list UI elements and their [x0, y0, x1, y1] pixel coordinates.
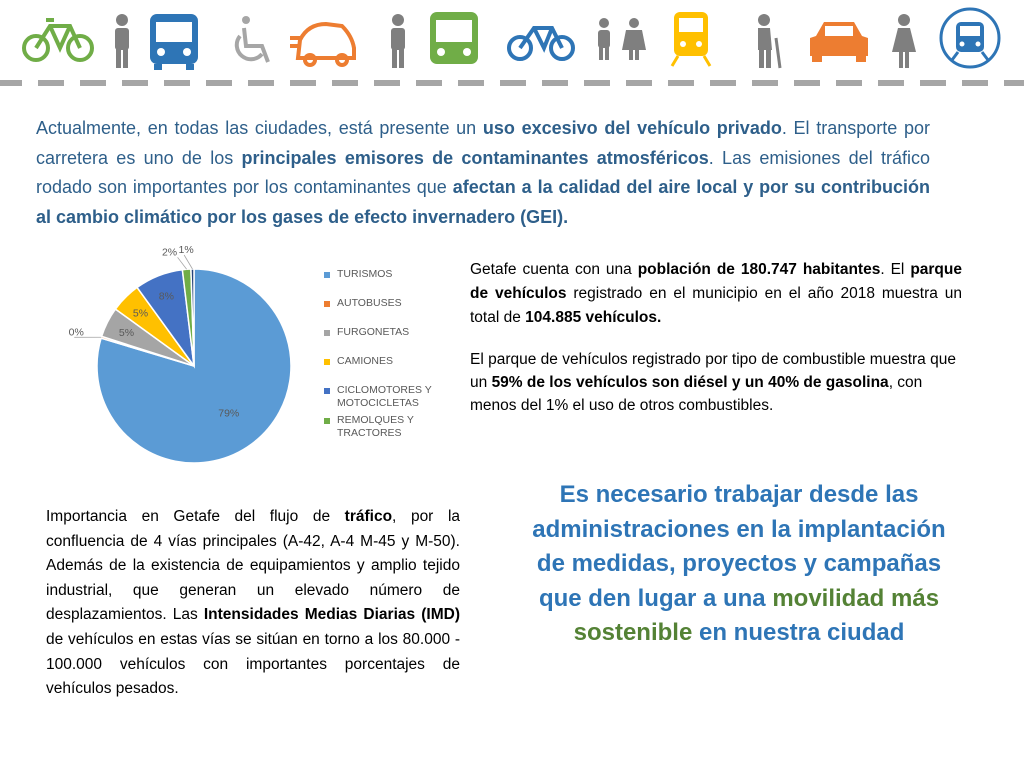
road-dash: [626, 80, 652, 86]
road-dash: [0, 80, 22, 86]
road-dash: [962, 80, 988, 86]
traffic-paragraph: [46, 505, 460, 702]
bicycle-icon: [509, 28, 573, 59]
road-dash: [290, 80, 316, 86]
legend-swatch: [324, 418, 330, 424]
pie-data-label: 0%: [68, 326, 84, 339]
road-dash: [206, 80, 232, 86]
road-dash: [500, 80, 526, 86]
legend-label: AUTOBUSES: [337, 297, 402, 309]
paragraph-highlight: 104.885 vehículos.: [525, 309, 662, 326]
metro-icon: [941, 9, 999, 67]
electric-car-icon: [290, 24, 354, 65]
road-dash: [752, 80, 778, 86]
road-dash: [668, 80, 694, 86]
legend-label: CICLOMOTORES Y MOTOCICLETAS: [337, 384, 432, 409]
callout-text: Es necesario trabajar desde las administraciones en la implantación de medidas, proyectos y campañas que den lugar a una: [532, 481, 946, 612]
road-dash: [1004, 80, 1024, 86]
road-dash: [332, 80, 358, 86]
legend-label: FURGONETAS: [337, 326, 410, 338]
children-icon: [598, 18, 646, 60]
road-dash: [38, 80, 64, 86]
pie-data-label: 1%: [178, 244, 194, 257]
paragraph-text: Getafe cuenta con una: [470, 261, 638, 278]
transport-icon-strip: [0, 0, 1024, 96]
pie-data-label: 79%: [218, 407, 240, 420]
pie-leader-line: [178, 257, 187, 269]
pie-data-label: 5%: [118, 326, 135, 339]
car-icon: [810, 22, 868, 62]
legend-label: TURISMOS: [337, 268, 393, 280]
paragraph-text: , con menos del 1% el uso de otros combustibles.: [470, 374, 923, 414]
legend-swatch: [324, 359, 330, 365]
intro-highlight: uso excesivo del vehículo privado: [482, 118, 782, 138]
road-dash-line: [0, 80, 1024, 86]
callout-text: en nuestra ciudad: [692, 619, 905, 646]
paragraph-text: . El: [880, 261, 911, 278]
road-dash: [836, 80, 862, 86]
road-dash: [248, 80, 274, 86]
woman-icon: [892, 14, 916, 68]
paragraph-text: , por la confluencia de 4 vías principales (A-42, A-4 M-45 y M-50). Además de la existencia de equipamientos y amplio tejido industrial, que generan un elevado número de desplazamientos. Las: [46, 508, 461, 624]
road-dash: [542, 80, 568, 86]
intro-text: Actualmente, en todas las ciudades, está presente un: [36, 118, 483, 138]
pie-data-label: 2%: [161, 246, 178, 259]
elderly-person-icon: [758, 14, 780, 68]
paragraph-highlight: parque de vehículos: [470, 261, 962, 302]
legend-swatch: [324, 272, 330, 278]
bus-icon: [430, 12, 478, 64]
road-dash: [416, 80, 442, 86]
road-dash: [584, 80, 610, 86]
pedestrian-icon: [391, 14, 405, 68]
paragraph-highlight: población de 180.747 habitantes: [637, 261, 881, 278]
callout-highlight: movilidad más sostenible: [573, 584, 940, 646]
paragraph-highlight: Intensidades Medias Diarias (IMD): [203, 606, 460, 624]
pie-data-label: 5%: [132, 307, 149, 320]
road-dash: [122, 80, 148, 86]
intro-text: . El transporte por carretera es uno de los: [36, 118, 931, 168]
wheelchair-icon: [237, 16, 268, 62]
intro-paragraph: [36, 114, 930, 232]
legend-label: CAMIONES: [337, 355, 394, 367]
road-dash: [164, 80, 190, 86]
road-dash: [80, 80, 106, 86]
paragraph-highlight: 59% de los vehículos son diésel y un 40% de gasolina: [491, 374, 889, 391]
pie-leader-line: [184, 255, 192, 269]
bicycle-icon: [24, 20, 92, 60]
population-paragraph: [470, 258, 962, 330]
paragraph-text: El parque de vehículos registrado por tipo de combustible muestra que un: [470, 351, 956, 391]
legend-label: REMOLQUES Y TRACTORES: [337, 414, 414, 439]
intro-text: . Las emisiones del tráfico rodado son importantes por los contaminantes que: [36, 147, 930, 197]
legend-swatch: [324, 388, 330, 394]
paragraph-highlight: tráfico: [344, 508, 393, 525]
road-dash: [794, 80, 820, 86]
paragraph-text: de vehículos en estas vías se sitúan en torno a los 80.000 - 100.000 vehículos con importantes porcentajes de vehículos pesados.: [46, 630, 460, 698]
sustainability-callout: [520, 478, 958, 651]
road-dash: [710, 80, 736, 86]
intro-highlight: afectan a la calidad del aire local y por su contribución al cambio climático por los gases de efecto invernadero (GEI).: [36, 177, 931, 227]
road-dash: [374, 80, 400, 86]
pie-data-label: 8%: [158, 290, 174, 303]
legend-swatch: [324, 301, 330, 307]
road-dash: [920, 80, 946, 86]
paragraph-text: registrado en el municipio en el año 2018 muestra un total de: [470, 285, 962, 326]
pedestrian-icon: [115, 14, 129, 68]
bus-icon: [150, 14, 198, 70]
legend-swatch: [324, 330, 330, 336]
road-dash: [458, 80, 484, 86]
paragraph-text: Importancia en Getafe del flujo de: [46, 508, 345, 525]
fuel-paragraph: [470, 348, 962, 417]
road-dash: [878, 80, 904, 86]
intro-highlight: principales emisores de contaminantes atmosféricos: [241, 147, 709, 168]
train-icon: [672, 12, 710, 66]
